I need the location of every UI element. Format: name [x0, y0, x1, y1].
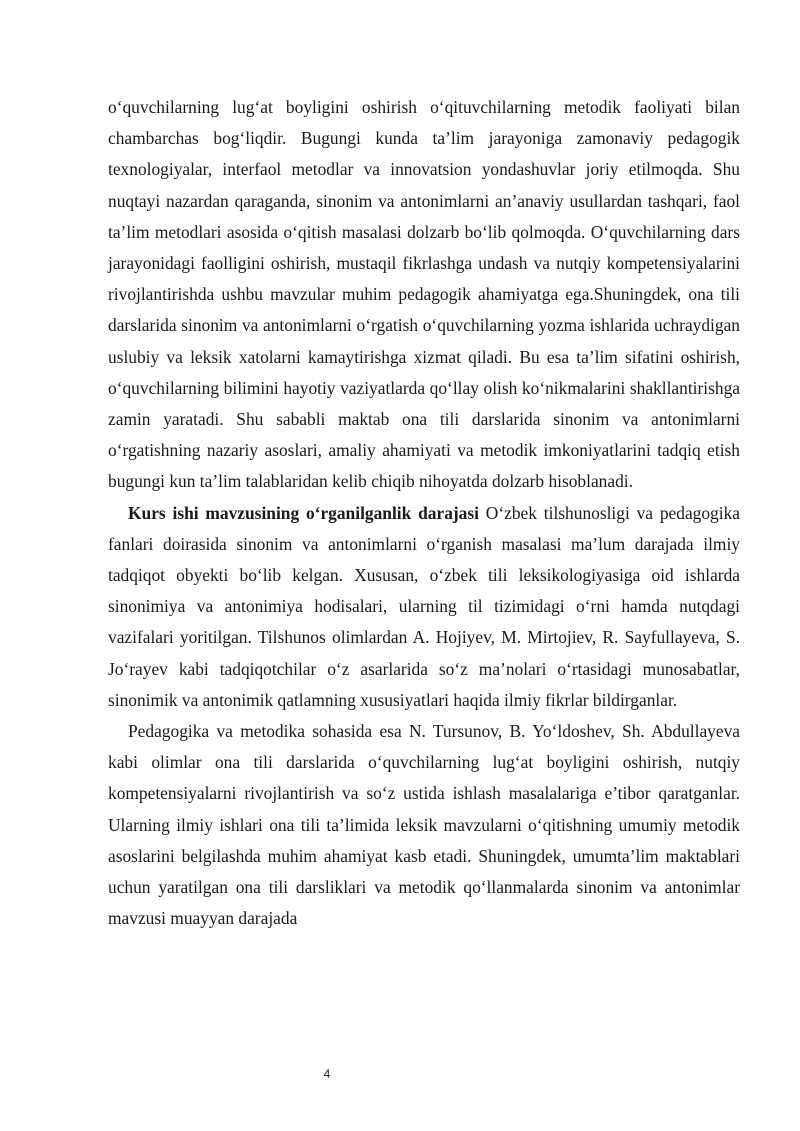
- paragraph-1: [108, 92, 740, 498]
- paragraph-2-heading: Kurs ishi mavzusining o‘rganilganlik darajasi: [128, 502, 479, 523]
- paragraph-2-text: O‘zbek tilshunosligi va pedagogika fanlari doirasida sinonim va antonimlarni o‘rganish masalasi ma’lum darajada ilmiy tadqiqot obyekti bo‘lib kelgan. Xususan, o‘zbek tili leksikologiyasiga oid ishlarda sinonimiya va antonimiya hodisalari, ularning til tizimidagi o‘rni hamda nutqdagi vazifalari yoritilgan. Tilshunos olimlardan A. Hojiyev, M. Mirtojiev, R. Sayfullayeva, S. Jo‘rayev kabi tadqiqotchilar o‘z asarlarida so‘z ma’nolari o‘rtasidagi munosabatlar, sinonimik va antonimik qatlamning xususiyatlari haqida ilmiy fikrlar bildirganlar.: [108, 502, 740, 710]
- paragraph-1-text: o‘quvchilarning lug‘at boyligini oshirish o‘qituvchilarning metodik faoliyati bilan chambarchas bog‘liqdir. Bugungi kunda ta’lim jarayoniga zamonaviy pedagogik texnologiyalar, interfaol metodlar va innovatsion yondashuvlar joriy etilmoqda. Shu nuqtayi nazardan qaraganda, sinonim va antonimlarni an’anaviy usullardan tashqari, faol ta’lim metodlari asosida o‘qitish masalasi dolzarb bo‘lib qolmoqda. O‘quvchilarning dars jarayonidagi faolligini oshirish, mustaqil fikrlashga undash va nutqiy kompetensiyalarini rivojlantirishda ushbu mavzular muhim pedagogik ahamiyatga ega.Shuningdek, ona tili darslarida sinonim va antonimlarni o‘rgatish o‘quvchilarning yozma ishlarida uchraydigan uslubiy va leksik xatolarni kamaytirishga xizmat qiladi. Bu esa ta’lim sifatini oshirish, o‘quvchilarning bilimini hayotiy vaziyatlarda qo‘llay olish ko‘nikmalarini shakllantirishga zamin yaratadi. Shu sababli maktab ona tili darslarida sinonim va antonimlarni o‘rgatishning nazariy asoslari, amaliy ahamiyati va metodik imkoniyatlarini tadqiq etish bugungi kun ta’lim talablaridan kelib chiqib nihoyatda dolzarb hisoblanadi.: [108, 97, 740, 492]
- page-number: 4: [323, 1067, 331, 1081]
- body-text: [108, 92, 740, 934]
- paragraph-3: [108, 716, 740, 934]
- paragraph-3-text: Pedagogika va metodika sohasida esa N. Tursunov, B. Yo‘ldoshev, Sh. Abdullayeva kabi olimlar ona tili darslarida o‘quvchilarning lug‘at boyligini oshirish, nutqiy kompetensiyalarni rivojlantirish va so‘z ustida ishlash masalalariga e’tibor qaratganlar. Ularning ilmiy ishlari ona tili ta’limida leksik mavzularni o‘qitishning umumiy metodik asoslarini belgilashda muhim ahamiyat kasb etadi. Shuningdek, umumta’lim maktablari uchun yaratilgan ona tili darsliklari va metodik qo‘llanmalarda sinonim va antonimlar mavzusi muayyan darajada: [108, 721, 740, 929]
- paragraph-2: [108, 498, 740, 716]
